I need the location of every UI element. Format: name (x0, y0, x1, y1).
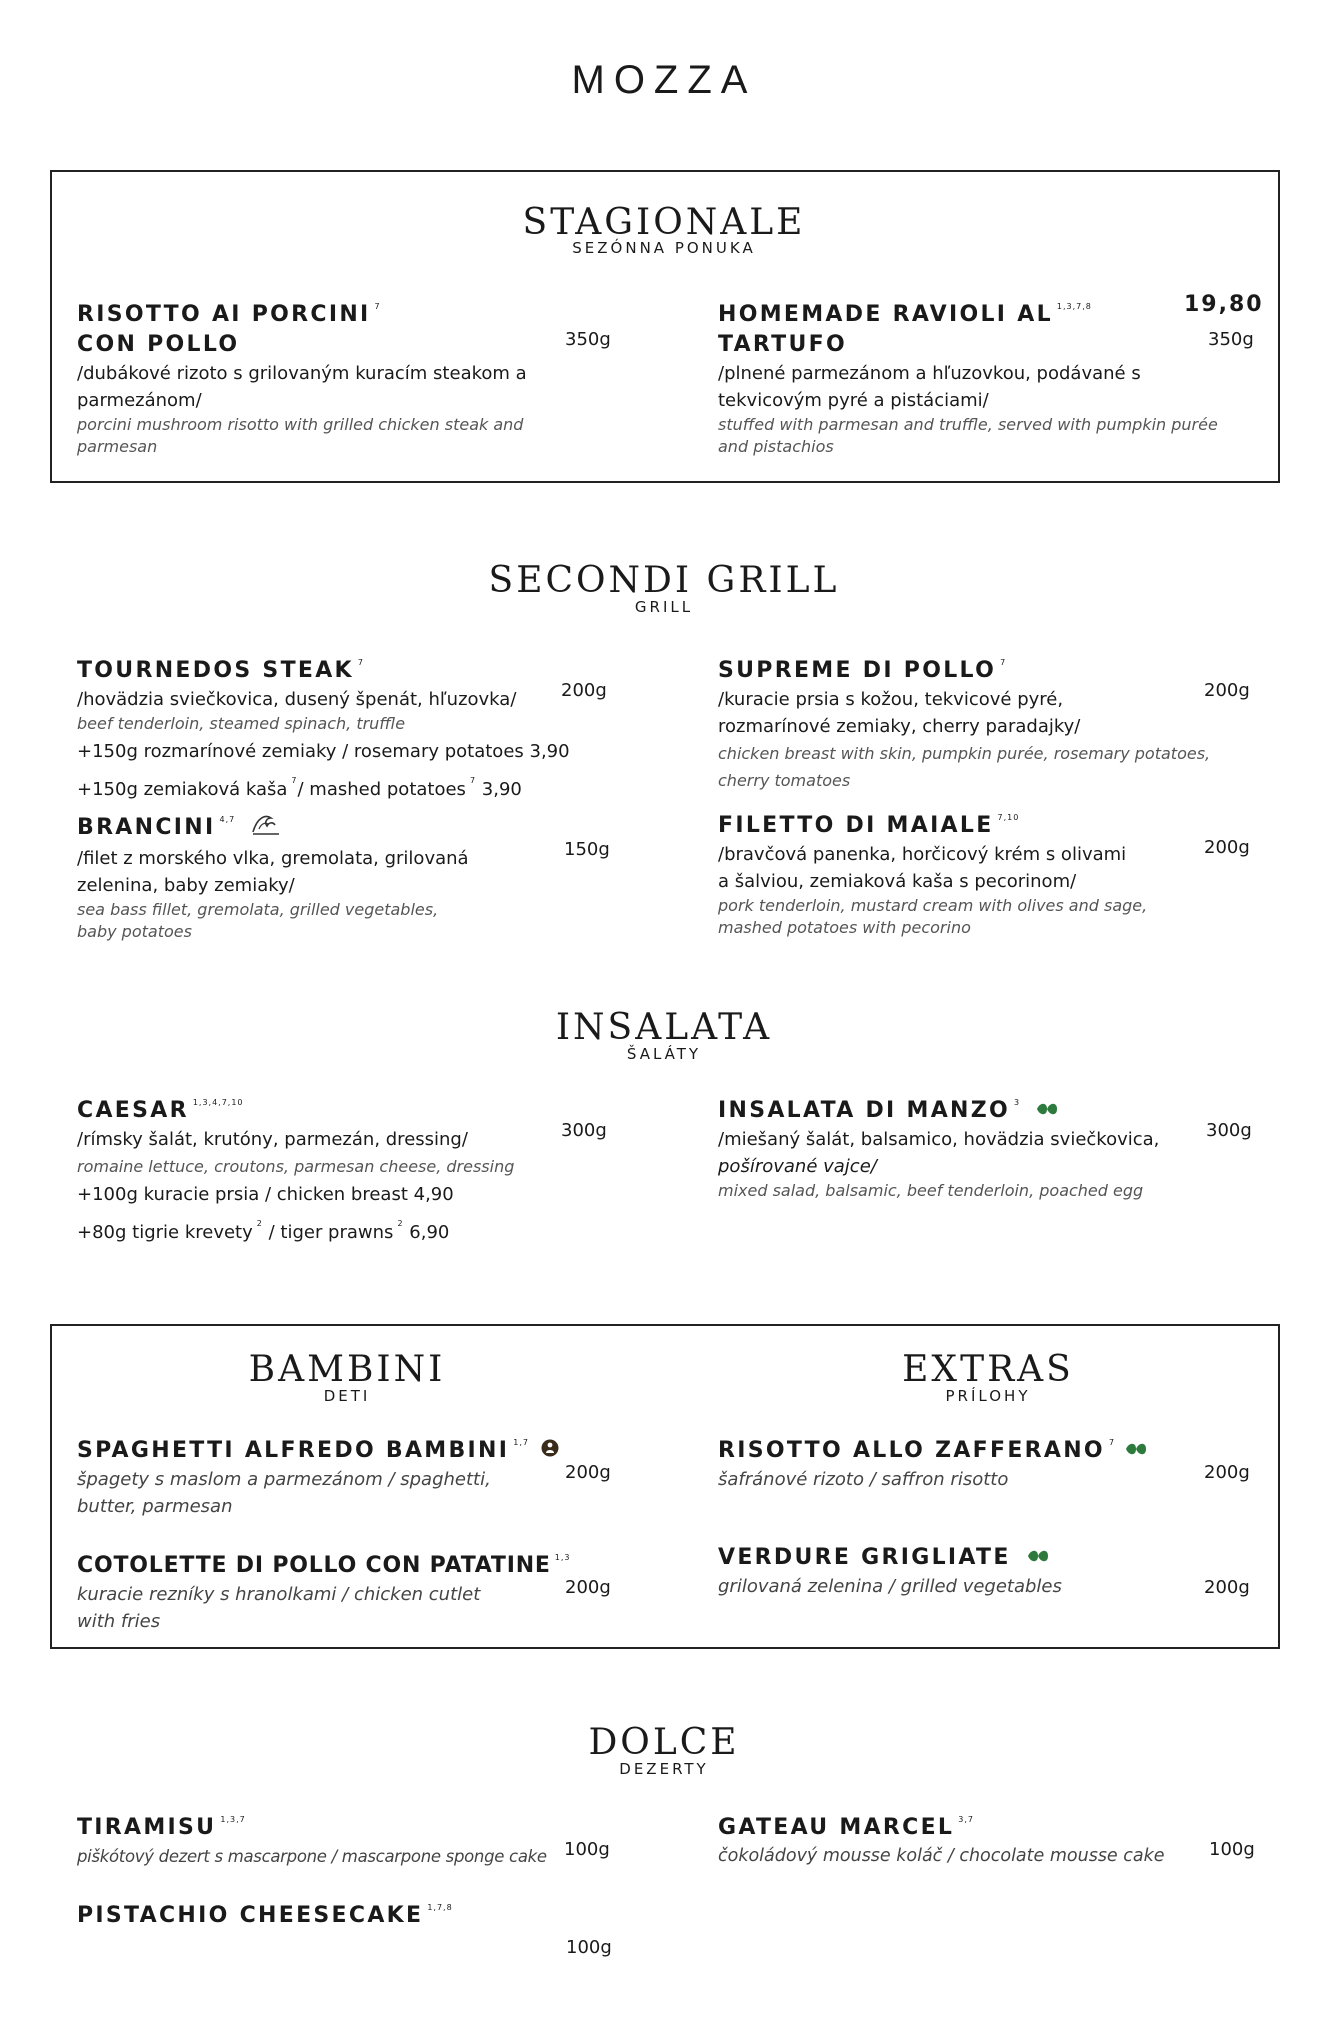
item-weight: 350g (565, 329, 611, 350)
item-description-sk: /plnené parmezánom a hľuzovkou, podávané s (718, 363, 1141, 384)
item-description-sk: rozmarínové zemiaky, cherry paradajky/ (718, 716, 1081, 737)
allergen-codes: 1,3,7,8 (1056, 302, 1092, 311)
dolce-subtitle: DEZERTY (619, 1760, 709, 1778)
item-name: TIRAMISU (77, 1815, 217, 1840)
item-description-sk: tekvicovým pyré a pistáciami/ (718, 390, 989, 411)
allergen-codes: 2 (256, 1219, 263, 1228)
wave-icon (251, 812, 281, 845)
addon-option: +100g kuracie prsia / chicken breast 4,90 (77, 1184, 454, 1205)
item-name-line2: CON POLLO (77, 332, 240, 357)
addon-text: +150g zemiaková kaša (77, 779, 288, 800)
item-name: SPAGHETTI ALFREDO BAMBINI (77, 1438, 510, 1463)
item-weight: 200g (565, 1577, 611, 1598)
item-weight: 200g (1204, 837, 1250, 858)
item-description: grilovaná zelenina / grilled vegetables (718, 1576, 1062, 1597)
allergen-codes: 3 (1013, 1098, 1021, 1107)
bambini-subtitle: DETI (323, 1387, 371, 1405)
item-description-sk: /dubákové rizoto s grilovaným kuracím steakom a (77, 363, 527, 384)
addon-text: / mashed potatoes (297, 779, 466, 800)
item-name: RISOTTO ALLO ZAFFERANO (718, 1438, 1105, 1463)
item-weight: 300g (561, 1120, 607, 1141)
item-description-en: mashed potatoes with pecorino (718, 918, 971, 937)
menu-item-ravioli-tartufo (718, 292, 1264, 458)
item-description: with fries (77, 1611, 161, 1632)
item-description-sk: /rímsky šalát, krutóny, parmezán, dressing/ (77, 1129, 468, 1150)
allergen-codes: 1,3,4,7,10 (192, 1098, 244, 1107)
addon-option (77, 766, 617, 804)
item-weight: 300g (1206, 1120, 1252, 1141)
item-description-en: chicken breast with skin, pumpkin purée, rosemary potatoes, (718, 744, 1211, 763)
addon-option: +150g rozmarínové zemiaky / rosemary potatoes 3,90 (77, 741, 570, 762)
menu-item-pistachio-cheesecake (77, 1893, 622, 1958)
allergen-codes: 7 (1108, 1438, 1116, 1447)
menu-item-cotolette-pollo (77, 1543, 617, 1635)
insalata-subtitle: ŠALÁTY (626, 1045, 702, 1063)
item-description: šafránové rizoto / saffron risotto (718, 1469, 1009, 1490)
menu-item-insalata-manzo (718, 1088, 1258, 1202)
menu-item-spaghetti-alfredo (77, 1428, 617, 1520)
addon-option (77, 1209, 617, 1247)
extras-subtitle: PRÍLOHY (945, 1387, 1031, 1405)
item-name: HOMEMADE RAVIOLI AL (718, 302, 1053, 327)
allergen-codes: 7 (1000, 658, 1007, 667)
item-description: špagety s maslom a parmezánom / spaghetti, (77, 1469, 491, 1490)
item-description: butter, parmesan (77, 1496, 233, 1517)
item-description-en: cherry tomatoes (718, 771, 851, 790)
item-name: TOURNEDOS STEAK (77, 658, 354, 683)
menu-item-tiramisu (77, 1805, 622, 1870)
item-weight: 200g (1204, 1462, 1250, 1483)
item-description-sk: /bravčová panenka, horčicový krém s olivami (718, 844, 1127, 865)
item-price: 19,80 (1184, 292, 1264, 317)
leaf-icon (1027, 1543, 1049, 1573)
menu-item-brancini (77, 805, 617, 943)
secondi-title: SECONDI GRILL (488, 560, 840, 601)
addon-text: +80g tigrie krevety (77, 1222, 253, 1243)
item-weight: 200g (1204, 680, 1250, 701)
item-weight: 100g (566, 1937, 612, 1958)
item-description-en: sea bass fillet, gremolata, grilled vegetables, (77, 899, 439, 919)
item-description-en: pork tenderloin, mustard cream with olives and sage, (718, 896, 1148, 915)
item-description-en: mixed salad, balsamic, beef tenderloin, poached egg (718, 1181, 1144, 1200)
item-description-sk: /filet z morského vlka, gremolata, grilovaná (77, 847, 469, 869)
allergen-codes: 7 (357, 658, 364, 667)
item-description-en: parmesan (77, 437, 158, 456)
menu-item-tournedos (77, 648, 617, 804)
item-name: BRANCINI (77, 815, 216, 840)
brand-title: MOZZA (571, 58, 757, 102)
item-name: INSALATA DI MANZO (718, 1098, 1010, 1123)
item-weight: 200g (1204, 1577, 1250, 1598)
item-name: FILETTO DI MAIALE (718, 813, 994, 838)
item-description: piškótový dezert s mascarpone / mascarpone sponge cake (77, 1847, 547, 1866)
item-description-en: baby potatoes (77, 921, 192, 941)
item-name: PISTACHIO CHEESECAKE (77, 1903, 424, 1928)
extras-title: EXTRAS (902, 1349, 1074, 1390)
item-description-sk: /miešaný šalát, balsamico, hovädzia sviečkovica, (718, 1129, 1160, 1150)
menu-item-verdure-grigliate (718, 1543, 1258, 1600)
item-weight: 350g (1208, 329, 1254, 350)
item-name: CAESAR (77, 1098, 189, 1123)
insalata-title: INSALATA (555, 1007, 773, 1048)
menu-item-gateau-marcel (718, 1805, 1263, 1870)
child-icon (541, 1436, 559, 1466)
addon-price: 6,90 (409, 1222, 450, 1243)
item-description-en: porcini mushroom risotto with grilled chicken steak and (77, 415, 524, 434)
bambini-title: BAMBINI (248, 1349, 446, 1390)
item-name: SUPREME DI POLLO (718, 658, 997, 683)
item-name: VERDURE GRIGLIATE (718, 1545, 1011, 1570)
allergen-codes: 7 (469, 776, 477, 785)
item-description-sk: pošírované vajce/ (718, 1156, 877, 1177)
item-description: kuracie rezníky s hranolkami / chicken cutlet (77, 1584, 481, 1605)
leaf-icon (1125, 1436, 1147, 1466)
item-description: čokoládový mousse koláč / chocolate mousse cake (718, 1846, 1165, 1866)
item-description-sk: /hovädzia sviečkovica, dusený špenát, hľuzovka/ (77, 689, 517, 710)
addon-text: / tiger prawns (268, 1222, 394, 1243)
stagionale-title: STAGIONALE (522, 202, 806, 243)
item-name: COTOLETTE DI POLLO CON PATATINE (77, 1553, 551, 1578)
item-weight: 100g (1209, 1839, 1255, 1860)
item-description-en: and pistachios (718, 437, 834, 456)
leaf-icon (1036, 1096, 1058, 1126)
item-description-sk: parmezánom/ (77, 390, 202, 411)
menu-item-risotto-zafferano (718, 1428, 1258, 1493)
item-weight: 150g (564, 839, 610, 860)
allergen-codes: 1,7 (513, 1438, 529, 1447)
allergen-codes: 1,3 (554, 1553, 571, 1562)
allergen-codes: 3,7 (958, 1815, 974, 1824)
item-description-en: beef tenderloin, steamed spinach, truffle (77, 714, 406, 733)
item-name-line2: TARTUFO (718, 332, 847, 357)
allergen-codes: 7 (291, 776, 298, 785)
secondi-subtitle: GRILL (634, 598, 694, 616)
item-weight: 200g (565, 1462, 611, 1483)
stagionale-subtitle: SEZÓNNA PONUKA (572, 239, 756, 257)
allergen-codes: 2 (397, 1219, 404, 1228)
menu-item-risotto-porcini (77, 292, 617, 458)
item-description-sk: a šalviou, zemiaková kaša s pecorinom/ (718, 871, 1077, 892)
allergen-codes: 7,10 (997, 813, 1020, 822)
item-description-en: romaine lettuce, croutons, parmesan cheese, dressing (77, 1157, 515, 1176)
addon-price: 3,90 (481, 779, 522, 800)
menu-item-supreme-pollo (718, 648, 1258, 794)
item-name: GATEAU MARCEL (718, 1815, 955, 1840)
menu-item-filetto-maiale (718, 803, 1258, 939)
allergen-codes: 7 (374, 302, 381, 311)
menu-item-caesar (77, 1088, 617, 1247)
item-weight: 100g (564, 1839, 610, 1860)
item-description-sk: zelenina, baby zemiaky/ (77, 874, 295, 896)
item-description-sk: /kuracie prsia s kožou, tekvicové pyré, (718, 689, 1064, 710)
allergen-codes: 1,3,7 (220, 1815, 246, 1824)
item-description-en: stuffed with parmesan and truffle, served with pumpkin purée (718, 415, 1218, 434)
item-weight: 200g (561, 680, 607, 701)
allergen-codes: 4,7 (219, 815, 236, 824)
item-name: RISOTTO AI PORCINI (77, 302, 371, 327)
dolce-title: DOLCE (588, 1722, 740, 1763)
allergen-codes: 1,7,8 (427, 1903, 453, 1912)
